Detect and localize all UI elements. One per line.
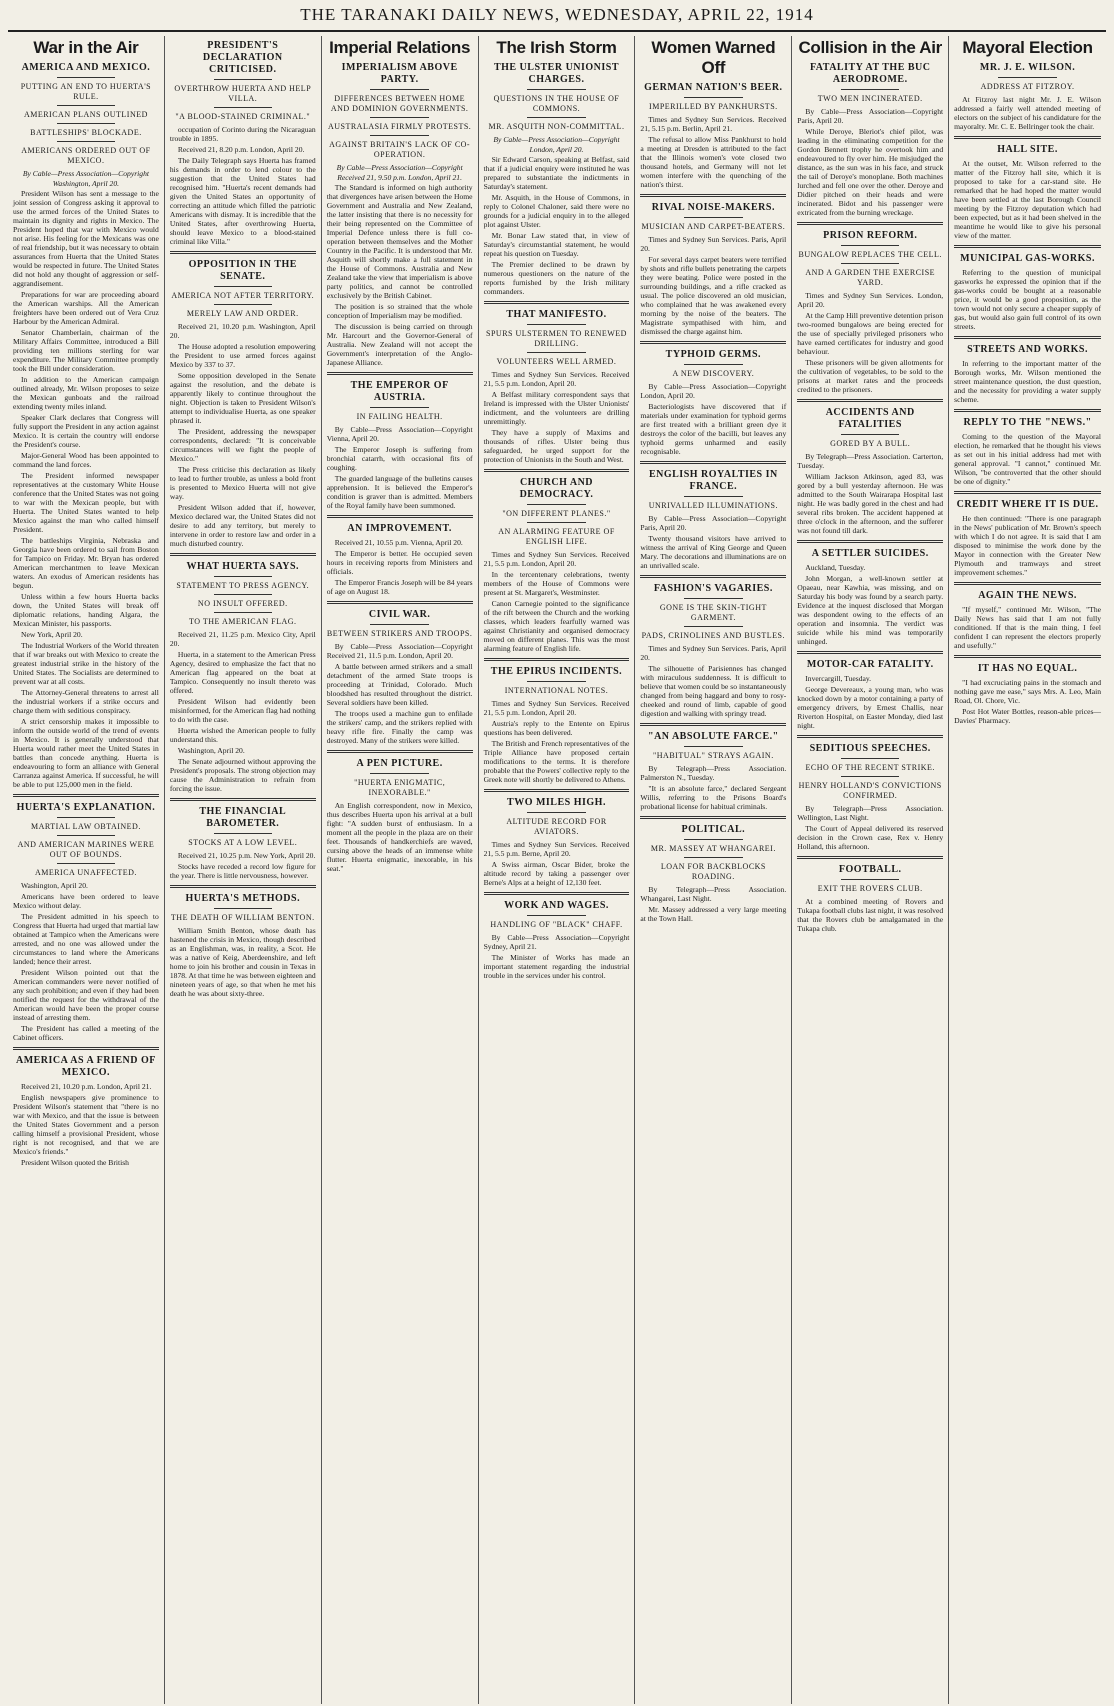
subheading-rule xyxy=(214,286,272,287)
headline: Women Warned Off xyxy=(651,38,776,77)
article-paragraph: Austria's reply to the Entente on Epirus questions has been delivered. xyxy=(483,719,630,737)
article-paragraph: Received 21, 10.55 p.m. Vienna, April 20. xyxy=(334,538,463,547)
subheading: AMERICA NOT AFTER TERRITORY. xyxy=(171,291,315,300)
subheading: TWO MILES HIGH. xyxy=(507,797,606,808)
article-paragraph: President Wilson had evidently been misinformed, for the American flag had nothing to do with the case. xyxy=(169,697,316,724)
article-paragraph: Times and Sydney Sun Services. Paris, April 20. xyxy=(640,644,787,662)
article-paragraph: Times and Sydney Sun Services. Received 21, 5.5 p.m. Berne, April 20. xyxy=(483,840,630,858)
section-divider xyxy=(797,399,943,402)
subheading: A PEN PICTURE. xyxy=(356,758,443,769)
section-divider xyxy=(484,301,630,304)
subheading: "AN ABSOLUTE FARCE." xyxy=(648,731,779,742)
subheading-rule xyxy=(527,915,585,916)
subheading-rule xyxy=(370,773,428,774)
subheading-rule xyxy=(684,746,742,747)
article-paragraph: President Wilson has sent a message to the joint session of Congress asking it approval to use the armed forces of the United States to maintain its dignity and rights in Mexico. The President hoped that war with Mexico would not arise. His feeling for the Mexicans was one of real friendship, but it was necessary to obtain assurances from Huerta that the United States would be respected in future. The United States did not hold any thought of aggression or self-aggrandisement. xyxy=(13,189,159,288)
article-paragraph: Sir Edward Carson, speaking at Belfast, said that if a judicial enquiry were instituted he was prepared to substantiate the indictments in Saturday's statement. xyxy=(483,155,630,191)
article-paragraph: Received 21, 10.20 p.m. Washington, April 20. xyxy=(169,322,316,340)
article-paragraph: By Cable—Press Association—Copyright Vienna, April 20. xyxy=(326,425,473,443)
article-paragraph: William Smith Benton, whose death has hastened the crisis in Mexico, though described as an Englishman, was, in reality, a Scot. He was a native of Keig, Aberdeenshire, and left home to join his brother and cousin in Texas in 1878. At that time he was between eighteen and nineteen years of age, so that when he met his death he was about sixty-three. xyxy=(169,926,316,998)
subheading-rule xyxy=(527,522,585,523)
subheading: MUNICIPAL GAS-WORKS. xyxy=(960,253,1095,264)
subheading-rule xyxy=(57,105,115,106)
article-paragraph: Americans have been ordered to leave Mexico without delay. xyxy=(13,892,159,910)
subheading: STREETS AND WORKS. xyxy=(967,344,1088,355)
article-paragraph: "If myself," continued Mr. Wilson, "The Daily News has said that I am not fully conditioned. If that is the main thing, I feel confident I can represent the electors properly and usefully." xyxy=(954,605,1101,650)
article-paragraph: For several days carpet beaters were terrified by shots and rifle bullets penetrating the carpets they were beating. Police were posted in the surrounding buildings, and a rifle cracked as usual. The police discovered an old musician, who complained that he was awakened every morning by the noise of the beaters. The Magistrate sympathised with him, and dismissed the charge against him. xyxy=(640,255,787,336)
article-paragraph: The silhouette of Parisiennes has changed with miraculous suddenness. It is difficult to believe that women could be so instantaneously changed from being haggard and bony to rosy-cheeked and round of limb, capable of good digestion and walking with springy tread. xyxy=(640,664,787,718)
section-divider xyxy=(797,222,943,225)
article-paragraph: Washington, April 20. xyxy=(21,881,88,890)
subheading: AMERICA AND MEXICO. xyxy=(21,62,151,73)
article-paragraph: Some opposition developed in the Senate against the resolution, and the debate is apparently likely to continue throughout the night. Objection is taken to President Wilson's attempt to individualise Huerta, as one speaker phrased it. xyxy=(169,371,316,425)
subheading: "ON DIFFERENT PLANES." xyxy=(502,509,611,518)
subheading: PUTTING AN END TO HUERTA'S RULE. xyxy=(20,82,152,101)
section-divider xyxy=(327,372,473,375)
section-divider xyxy=(327,750,473,753)
masthead xyxy=(8,0,1106,32)
subheading: THE EMPEROR OF AUSTRIA. xyxy=(350,380,449,403)
article-paragraph: The Emperor Joseph is suffering from bronchial catarrh, with occasional fits of coughing. xyxy=(326,445,473,472)
article-paragraph: By Cable—Press Association—Copyright Sydney, April 21. xyxy=(483,933,630,951)
subheading: EXIT THE ROVERS CLUB. xyxy=(817,884,923,893)
article-paragraph: At the Camp Hill preventive detention prison two-roomed bungalows are being erected for the use of specially privileged prisoners who have earned certificates for industry and good behaviour. xyxy=(797,311,944,356)
subheading: NO INSULT OFFERED. xyxy=(197,599,288,608)
subheading: GERMAN NATION'S BEER. xyxy=(644,82,783,93)
article-paragraph: "It is an absolute farce," declared Sergeant Willis, referring to the Prisons Board's probational license for habitual criminals. xyxy=(640,784,787,811)
article-paragraph: Washington, April 20. xyxy=(177,746,245,755)
article-paragraph: Mr. Asquith, in the House of Commons, in reply to Colonel Chaloner, said there were no grounds for a judicial enquiry in to the alleged plot against Ulster. xyxy=(483,193,630,229)
subheading-rule xyxy=(57,77,115,78)
section-divider xyxy=(640,461,786,464)
article-paragraph: The refusal to allow Miss Pankhurst to hold a meeting at Dresden is attributed to the fact that the Illinois women's vote closed two thousand hotels, and Germany will not let women interfere with the quenching of the nation's thirst. xyxy=(640,135,787,189)
subheading: WORK AND WAGES. xyxy=(504,900,609,911)
article-paragraph: Bacteriologists have discovered that if materials under examination for typhoid germs are first treated with a brilliant green dye it destroys the color of the bacilli, but leaves any typhoid germs unharmed and easily recognisable. xyxy=(640,402,787,456)
subheading: THE FINANCIAL BAROMETER. xyxy=(199,806,287,829)
subheading-rule xyxy=(214,576,272,577)
subheading: CIVIL WAR. xyxy=(368,609,431,620)
article-paragraph: Times and Sydney Sun Services. Received 21, 5.5 p.m. London, April 20. xyxy=(483,699,630,717)
subheading-rule xyxy=(684,496,742,497)
subheading-rule xyxy=(370,117,428,118)
credit-line: By Cable—Press Association—Copyright xyxy=(336,163,463,172)
subheading: THE ULSTER UNIONIST CHARGES. xyxy=(493,62,620,85)
headline: The Irish Storm xyxy=(496,38,617,57)
subheading: MARTIAL LAW OBTAINED. xyxy=(31,822,141,831)
subheading-rule xyxy=(841,89,899,90)
subheading-rule xyxy=(214,908,272,909)
subheading: HUERTA'S EXPLANATION. xyxy=(16,802,156,813)
article-paragraph: They have a supply of Maxims and thousands of rifles. Ulster being thus safeguarded, he urged support for the protection of Unionists in the South and West. xyxy=(483,428,630,464)
article-paragraph: At a combined meeting of Rovers and Tukapa football clubs last night, it was resolved that the Rovers club be amalgamated in the Tukapa club. xyxy=(797,897,944,933)
section-divider xyxy=(640,194,786,197)
subheading-rule xyxy=(527,504,585,505)
subheading: UNRIVALLED ILLUMINATIONS. xyxy=(648,501,778,510)
subheading: STOCKS AT A LOW LEVEL. xyxy=(188,838,298,847)
subheading-rule xyxy=(841,434,899,435)
subheading: GORED BY A BULL. xyxy=(830,439,911,448)
section-divider xyxy=(170,798,316,801)
article-paragraph: A Swiss airman, Oscar Bider, broke the altitude record by taking a passenger over Berne's Alps at a height of 12,130 feet. xyxy=(483,860,630,887)
article-paragraph: The battleships Virginia, Nebraska and Georgia have been ordered to sail from Boston for Tampico on Friday. Mr. Bryan has ordered American merchantmen to leave Mexican waters. An exodus of American residents has begun. xyxy=(13,536,159,590)
article-paragraph: William Jackson Atkinson, aged 83, was gored by a bull yesterday afternoon. He was admitted to the South Wairarapa Hospital last night. He was badly gored in the chest and had several ribs broken. The accident happened at three o'clock in the afternoon, and the sufferer was not found till dark. xyxy=(797,472,944,535)
subheading: "A BLOOD-STAINED CRIMINAL." xyxy=(175,112,311,121)
dateline: Washington, April 20. xyxy=(52,179,120,188)
section-divider xyxy=(640,341,786,344)
subheading: MERELY LAW AND ORDER. xyxy=(186,309,299,318)
article-paragraph: By Telegraph—Press Association. Palmerston N., Tuesday. xyxy=(640,764,787,782)
article-paragraph: While Deroye, Bleriot's chief pilot, was leading in the eliminating competition for the Gordon Bennett trophy he overtook him and endeavoured to fly over him. He misjudged the distance, as the sun was in his face, and struck the tail of Deroye's monoplane. Both machines lurched and fell one over the other. Deroye and Didier pitched on their heads and were incinerated. Bidot and his passenger were extricated from the burning wreckage. xyxy=(797,127,944,217)
dateline: London, April 20. xyxy=(529,145,584,154)
subheading: LOAN FOR BACKBLOCKS ROADING. xyxy=(660,862,766,881)
headline: Mayoral Election xyxy=(962,38,1093,57)
article-paragraph: At the outset, Mr. Wilson referred to the matter of the Fitzroy hall site, which it is proposed to take for a car-stand site. He remarked that he had hoped the matter would have been settled at the last Borough Council meeting by the Fitzroy deputation which had been expected, but as it had been shelved in the meantime he would like to give his personal view of the matter. xyxy=(954,159,1101,240)
article-paragraph: English newspapers give prominence to President Wilson's statement that "there is no war with Mexico, and that the issue is between the United States Government and a person calling himself a provisional President, whose right is not recognised, and that we are Mexico's friends." xyxy=(13,1093,159,1156)
subheading-rule xyxy=(684,364,742,365)
article-paragraph: "I had excruciating pains in the stomach and nothing gave me ease," says Mrs. A. Leo, Main Road, Ol. Chore, Vic. xyxy=(954,678,1101,705)
article-paragraph: Senator Chamberlain, chairman of the Military Affairs Committee, introduced a Bill providing ten millions sterling for war expenditure. The Military Committee promptly took the Bill under consideration. xyxy=(13,328,159,373)
section-divider xyxy=(170,553,316,556)
section-divider xyxy=(640,575,786,578)
credit-line: By Cable—Press Association—Copyright xyxy=(22,169,149,178)
subheading: MOTOR-CAR FATALITY. xyxy=(806,659,934,670)
article-paragraph: The Daily Telegraph says Huerta has framed his demands in order to lend colour to the suggestion that the United States had recognised him. "Huerta's recent demands had given the United States an opportunity of correcting an attitude which filled the patriotic Americans with dismay. It is incredible that the United States, after overthrowing Huerta, should leave Mexico to a blood-stained criminal like Villa." xyxy=(169,156,316,246)
columns xyxy=(8,36,1106,1704)
subheading: PADS, CRINOLINES AND BUSTLES. xyxy=(641,631,786,640)
subheading: AGAIN THE NEWS. xyxy=(978,590,1077,601)
subheading-rule xyxy=(684,839,742,840)
subheading: PRESIDENT'S DECLARATION CRITICISED. xyxy=(202,40,283,75)
article-paragraph: Major-General Wood has been appointed to command the land forces. xyxy=(13,451,159,469)
article-paragraph: The guarded language of the bulletins causes apprehension. It is believed the Emperor's condition is graver than is admitted. Members of the Royal family have been summoned. xyxy=(326,474,473,510)
article-paragraph: By Cable—Press Association—Copyright Paris, April 20. xyxy=(797,107,944,125)
subheading-rule xyxy=(57,123,115,124)
subheading: AMERICA AS A FRIEND OF MEXICO. xyxy=(15,1055,156,1078)
subheading: DIFFERENCES BETWEEN HOME AND DOMINION GOVERNMENTS. xyxy=(330,94,469,113)
article-paragraph: The Premier declined to be drawn by numerous questioners on the nature of the reports furnished by the Irish military commanders. xyxy=(483,260,630,296)
subheading: AND A GARDEN THE EXERCISE YARD. xyxy=(805,268,936,287)
subheading-rule xyxy=(370,407,428,408)
subheading-rule xyxy=(57,835,115,836)
section-divider xyxy=(484,892,630,895)
subheading: SPURS ULSTERMEN TO RENEWED DRILLING. xyxy=(486,329,627,348)
section-divider xyxy=(954,655,1101,658)
subheading-rule xyxy=(57,863,115,864)
subheading-rule xyxy=(841,245,899,246)
article-paragraph: President Wilson pointed out that the American commanders were never notified of any such prohibition; and even if they had been notified the request for the withdrawal of the American would have been the proper course instead of arresting them. xyxy=(13,968,159,1022)
subheading-rule xyxy=(684,626,742,627)
article-paragraph: The Emperor Francis Joseph will be 84 years of age on August 18. xyxy=(326,578,473,596)
article-paragraph: The President, addressing the newspaper correspondents, declared: "It is conceivable circumstances will we fight the people of Mexico." xyxy=(169,427,316,463)
article-paragraph: The position is so strained that the whole conception of Imperialism may be modified. xyxy=(326,302,473,320)
subheading: AND AMERICAN MARINES WERE OUT OF BOUNDS. xyxy=(17,840,155,859)
subheading-rule xyxy=(214,594,272,595)
article-paragraph: Speaker Clark declares that Congress will fully support the President in any action against Mexico. It is certain the country will endorse the President's course. xyxy=(13,413,159,449)
article-paragraph: A Belfast military correspondent says that Ireland is impressed with the Ulster Unionists' indictment, and the volunteers are drilling unremittingly. xyxy=(483,390,630,426)
article-paragraph: The House adopted a resolution empowering the President to use armed forces against Mexico by 337 to 37. xyxy=(169,342,316,369)
subheading-rule xyxy=(684,217,742,218)
section-divider xyxy=(484,469,630,472)
subheading: IMPERILLED BY PANKHURSTS. xyxy=(649,102,778,111)
subheading: MR. ASQUITH NON-COMMITTAL. xyxy=(488,122,625,131)
subheading-rule xyxy=(841,758,899,759)
column-3 xyxy=(322,36,479,1704)
subheading-rule xyxy=(214,833,272,834)
article-paragraph: Canon Carnegie pointed to the significance of the rift between the Church and the working classes, which leaders fearfully warned was against Christianity and organised democracy moved on different planes. This was the most alarming feature of English life. xyxy=(483,599,630,653)
subheading-rule xyxy=(527,117,585,118)
article-paragraph: The President has called a meeting of the Cabinet officers. xyxy=(13,1024,159,1042)
subheading: TYPHOID GERMS. xyxy=(665,349,762,360)
subheading: TWO MEN INCINERATED. xyxy=(817,94,923,103)
subheading: MUSICIAN AND CARPET-BEATERS. xyxy=(641,222,786,231)
subheading: STATEMENT TO PRESS AGENCY. xyxy=(176,581,310,590)
credit-line: By Cable—Press Association—Copyright xyxy=(493,135,620,144)
article-paragraph: Preparations for war are proceeding aboard the American warships. All the American freighters have been ordered out of Vera Cruz Harbour by the American Admiral. xyxy=(13,290,159,326)
article-paragraph: By Cable—Press Association—Copyright Paris, April 20. xyxy=(640,514,787,532)
article-paragraph: Times and Sydney Sun Services. Received 21, 5.5 p.m. London, April 20. xyxy=(483,550,630,568)
article-paragraph: Coming to the question of the Mayoral election, he remarked that he thought his views as set out in his initial address had met with general approval. "I cannot," continued Mr. Wilson, "be controverted that the other should be one of dignity." xyxy=(954,432,1101,486)
section-divider xyxy=(327,515,473,518)
subheading-rule xyxy=(214,612,272,613)
subheading: REPLY TO THE "NEWS." xyxy=(963,417,1092,428)
article-paragraph: The Emperor is better. He occupied seven hours in receiving reports from Ministers and officials. xyxy=(326,549,473,576)
subheading-rule xyxy=(684,97,742,98)
article-paragraph: President Wilson quoted the British xyxy=(21,1158,129,1167)
subheading-rule xyxy=(57,141,115,142)
column-1 xyxy=(8,36,165,1704)
section-divider xyxy=(797,651,943,654)
article-paragraph: Invercargill, Tuesday. xyxy=(805,674,872,683)
headline: Collision in the Air xyxy=(798,38,942,57)
article-paragraph: The Attorney-General threatens to arrest all the industrial workers if a strike occurs and charge them with seditious conspiracy. xyxy=(13,688,159,715)
article-paragraph: Huerta, in a statement to the American Press Agency, desired to emphasize the fact that no American flag appeared on the boat at Tampico. Consequently no insult thereto was offered. xyxy=(169,650,316,695)
article-paragraph: In referring to the important matter of the Borough works, Mr. Wilson mentioned the street maintenance question, the dust question, and the necessity for providing a water supply scheme. xyxy=(954,359,1101,404)
section-divider xyxy=(954,245,1101,248)
article-paragraph: Mr. Massey addressed a very large meeting at the Town Hall. xyxy=(640,905,787,923)
section-divider xyxy=(170,885,316,888)
subheading: AN IMPROVEMENT. xyxy=(347,523,452,534)
subheading-rule xyxy=(527,89,585,90)
article-paragraph: By Cable—Press Association—Copyright London, April 20. xyxy=(640,382,787,400)
article-paragraph: Received 21, 10.20 p.m. London, April 21. xyxy=(21,1082,152,1091)
article-paragraph: By Telegraph—Press Association. Whangarei, Last Night. xyxy=(640,885,787,903)
article-paragraph: Times and Sydney Sun Services. Received 21, 5.5 p.m. London, April 20. xyxy=(483,370,630,388)
subheading: POLITICAL. xyxy=(681,824,746,835)
headline: Imperial Relations xyxy=(329,38,471,57)
subheading: IN FAILING HEALTH. xyxy=(356,412,443,421)
subheading: HANDLING OF "BLACK" CHAFF. xyxy=(490,920,623,929)
subheading-rule xyxy=(370,135,428,136)
subheading: CHURCH AND DEMOCRACY. xyxy=(519,477,594,500)
article-paragraph: The President admitted in his speech to Congress that Huerta had urged that martial law obtained at Tampico when the Americans were arrested, and no one was allowed under the circumstances to land where the Americans landed; hence their arrest. xyxy=(13,912,159,966)
subheading: A NEW DISCOVERY. xyxy=(672,369,755,378)
subheading-rule xyxy=(527,324,585,325)
article-paragraph: Unless within a few hours Huerta backs down, the United States will break off diplomatic relations, handing Algara, the Mexican Minister, his passports. xyxy=(13,592,159,628)
article-paragraph: George Devereaux, a young man, who was knocked down by a motor containing a party of emergency drivers, by Ernest Challis, near Riverton Hospital, on Easter Monday, died last night. xyxy=(797,685,944,730)
section-divider xyxy=(954,136,1101,139)
subheading: THE DEATH OF WILLIAM BENTON. xyxy=(170,913,315,922)
column-7 xyxy=(949,36,1106,1704)
subheading: IMPERIALISM ABOVE PARTY. xyxy=(341,62,458,85)
article-paragraph: Times and Sydney Sun Services. Received 21, 5.15 p.m. Berlin, April 21. xyxy=(640,115,787,133)
subheading-rule xyxy=(370,624,428,625)
article-paragraph: An English correspondent, now in Mexico, thus describes Huerta upon his arrival at a bull fight: "A sudden burst of enthusiasm. In a moment all the people in the plaza are on their feet. Thousands of handkerchiefs are waved, cursing above the heads of an immense white flutter. Huerta enigmatic, inexorable, in his seat." xyxy=(326,801,473,873)
article-paragraph: Received 21, 11.25 p.m. Mexico City, April 20. xyxy=(169,630,316,648)
article-paragraph: The Press criticise this declaration as likely to lead to further trouble, as unless a bold front is presented to Mexico Huerta will not give way. xyxy=(169,465,316,501)
subheading: BATTLESHIPS' BLOCKADE. xyxy=(30,128,142,137)
column-6 xyxy=(792,36,949,1704)
column-5 xyxy=(635,36,792,1704)
section-divider xyxy=(954,409,1101,412)
subheading: MR. MASSEY AT WHANGAREI. xyxy=(650,844,776,853)
section-divider xyxy=(327,601,473,604)
subheading-rule xyxy=(841,263,899,264)
article-paragraph: The Senate adjourned without approving the President's proposals. The strong objection may cause the Administration to refrain from forcing the issue. xyxy=(169,757,316,793)
article-paragraph: These prisoners will be given allotments for the cultivation of vegetables, to be sold to the prisons at market rates and the proceeds credited to the prisoners. xyxy=(797,358,944,394)
subheading: HENRY HOLLAND'S CONVICTIONS CONFIRMED. xyxy=(798,781,942,800)
subheading: MR. J. E. WILSON. xyxy=(979,62,1076,73)
subheading: ADDRESS AT FITZROY. xyxy=(980,82,1075,91)
section-divider xyxy=(797,735,943,738)
subheading: ENGLISH ROYALTIES IN FRANCE. xyxy=(648,469,778,492)
article-paragraph: A strict censorship makes it impossible to inform the outside world of the trend of events in Mexico. It is generally understood that Huerta would rather meet the United States in battles than concede anything. Huerta is endeavouring to form an alliance with General Carranza against America. If successful, he will be able to put 125,000 men in the field. xyxy=(13,717,159,789)
subheading: QUESTIONS IN THE HOUSE OF COMMONS. xyxy=(493,94,620,113)
article-paragraph: The discussion is being carried on through Mr. Harcourt and the Governor-General of Australia. New Zealand will not accept the Government's interpretation of the Anglo-Japanese Alliance. xyxy=(326,322,473,367)
subheading: BUNGALOW REPLACES THE CELL. xyxy=(798,250,942,259)
article-paragraph: The Standard is informed on high authority that divergences have arisen between the Home Government and Australia and New Zealand, the latter insisting that there is no necessity for their being represented on the Committee of Imperial Defence unless there is full co-operation between themselves and the Mother Country in the Pacific. It is understood that Mr. Asquith will shortly make a full statement in the House of Commons. Australia and New Zealand take the view that imperialism is above party politics, and cannot be controlled exclusively by the British Cabinet. xyxy=(326,183,473,300)
article-paragraph: The Court of Appeal delivered its reserved decision in the Crown case, Rex v. Henry Holland, this afternoon. xyxy=(797,824,944,851)
subheading: AMERICANS ORDERED OUT OF MEXICO. xyxy=(21,146,151,165)
subheading: THAT MANIFESTO. xyxy=(506,309,607,320)
subheading: THE EPIRUS INCIDENTS. xyxy=(490,666,623,677)
article-paragraph: By Telegraph—Press Association. Carterton, Tuesday. xyxy=(797,452,944,470)
article-paragraph: Times and Sydney Sun Services. London, April 20. xyxy=(797,291,944,309)
article-paragraph: By Cable—Press Association—Copyright Received 21, 11.5 p.m. London, April 20. xyxy=(326,642,473,660)
subheading: WHAT HUERTA SAYS. xyxy=(186,561,300,572)
subheading: VOLUNTEERS WELL ARMED. xyxy=(496,357,617,366)
subheading: OPPOSITION IN THE SENATE. xyxy=(188,259,297,282)
subheading: HALL SITE. xyxy=(997,144,1058,155)
article-paragraph: Referring to the question of municipal gasworks he expressed the opinion that if the gas-works could be bought at a reasonable price, it would be a good proposition, as the town would not only secure a cheaper supply of gas, but would also gain full control of its own streets. xyxy=(954,268,1101,331)
subheading-rule xyxy=(370,89,428,90)
subheading: AMERICA UNAFFECTED. xyxy=(34,868,137,877)
masthead-title: THE TARANAKI DAILY NEWS, WEDNESDAY, APRIL 22, 1914 xyxy=(300,5,814,24)
subheading: IT HAS NO EQUAL. xyxy=(977,663,1078,674)
subheading: ACCIDENTS AND FATALITIES xyxy=(825,407,915,430)
article-paragraph: By Telegraph—Press Association. Wellington, Last Night. xyxy=(797,804,944,822)
article-paragraph: The British and French representatives of the Triple Alliance have proposed certain modifications to the terms. It is therefore probable that the Powers' collective reply to the Greek note will shortly be delivered to Athens. xyxy=(483,739,630,784)
subheading-rule xyxy=(841,776,899,777)
subheading: TO THE AMERICAN FLAG. xyxy=(189,617,297,626)
subheading-rule xyxy=(527,812,585,813)
dateline: Received 21, 9.50 p.m. London, April 21. xyxy=(337,173,462,182)
section-divider xyxy=(484,789,630,792)
subheading: OVERTHROW HUERTA AND HELP VILLA. xyxy=(174,84,312,103)
section-divider xyxy=(13,794,159,797)
subheading: RIVAL NOISE-MAKERS. xyxy=(651,202,775,213)
section-divider xyxy=(797,856,943,859)
article-paragraph: The Minister of Works has made an important statement regarding the industrial trouble in the services under his control. xyxy=(483,953,630,980)
article-paragraph: In the tercentenary celebrations, twenty members of the House of Commons were present at St. Margaret's, Westminster. xyxy=(483,570,630,597)
article-paragraph: A battle between armed strikers and a small detachment of the armed State troops is proceeding at Trinidad, Colorado. Much bloodshed has resulted throughout the district. Several soldiers have been killed. xyxy=(326,662,473,707)
subheading: "HUERTA ENIGMATIC, INEXORABLE." xyxy=(354,778,446,797)
article-paragraph: Post Hot Water Bottles, reason-able prices—Davies' Pharmacy. xyxy=(954,707,1101,725)
column-4 xyxy=(479,36,636,1704)
subheading-rule xyxy=(684,857,742,858)
subheading: AUSTRALASIA FIRMLY PROTESTS. xyxy=(327,122,472,131)
subheading-rule xyxy=(214,304,272,305)
subheading-rule xyxy=(998,77,1057,78)
article-paragraph: Received 21, 8.20 p.m. London, April 20. xyxy=(177,145,305,154)
subheading-rule xyxy=(214,107,272,108)
subheading-rule xyxy=(684,598,742,599)
article-paragraph: At Fitzroy last night Mr. J. E. Wilson addressed a fairly well attended meeting of electors on the subject of his candidature for the mayoralty. Mr. C. E. Bellringer took the chair. xyxy=(954,95,1101,131)
subheading: AN ALARMING FEATURE OF ENGLISH LIFE. xyxy=(498,527,615,546)
section-divider xyxy=(954,491,1101,494)
section-divider xyxy=(640,816,786,819)
subheading: A SETTLER SUICIDES. xyxy=(811,548,929,559)
section-divider xyxy=(640,723,786,726)
article-paragraph: Auckland, Tuesday. xyxy=(805,563,866,572)
section-divider xyxy=(13,1047,159,1050)
headline: War in the Air xyxy=(33,38,139,57)
article-paragraph: New York, April 20. xyxy=(21,630,83,639)
article-paragraph: Mr. Bonar Law stated that, in view of Saturday's circumstantial statement, he would repeat his question on Tuesday. xyxy=(483,231,630,258)
article-paragraph: The Industrial Workers of the World threaten that if war breaks out with Mexico to create the greatest industrial strike in the history of the United States. The Socialists are determined to prevent war at all costs. xyxy=(13,641,159,686)
article-paragraph: The troops used a machine gun to enfilade the strikers' camp, and the strikers replied with heavy rifle fire. Finally the camp was destroyed. Many of the strikers were killed. xyxy=(326,709,473,745)
subheading: FATALITY AT THE BUC AERODROME. xyxy=(809,62,931,85)
subheading: PRISON REFORM. xyxy=(823,230,918,241)
article-paragraph: John Morgan, a well-known settler at Opaeau, near Kawhia, was missing, and on Saturday his body was found by a search party. Evidence at the inquest disclosed that Morgan was despondent owing to the effects of an operation and insomnia. The verdict was suicide while his mind was temporarily unhinged. xyxy=(797,574,944,646)
section-divider xyxy=(954,336,1101,339)
subheading-rule xyxy=(527,681,585,682)
subheading-rule xyxy=(841,879,899,880)
column-2 xyxy=(165,36,322,1704)
article-paragraph: The President informed newspaper representatives at the customary White House conference that the United States was not going to war with the Mexican people, but with Huerta. The United States wanted to help Mexico against the man who called himself President. xyxy=(13,471,159,534)
subheading: HUERTA'S METHODS. xyxy=(185,893,301,904)
subheading: CREDIT WHERE IT IS DUE. xyxy=(956,499,1099,510)
subheading: AMERICAN PLANS OUTLINED xyxy=(23,110,148,119)
subheading: AGAINST BRITAIN'S LACK OF CO-OPERATION. xyxy=(329,140,471,159)
subheading-rule xyxy=(214,79,272,80)
article-paragraph: He then continued: "There is one paragraph in the News' publication of Mr. Brown's speech with which I do not agree. It is said that I am disposed to minimise the work done by the Mayor in connection with the Greater New Plymouth and tramways and street improvement schemes." xyxy=(954,514,1101,577)
subheading: FOOTBALL. xyxy=(838,864,902,875)
subheading-rule xyxy=(527,352,585,353)
subheading: GONE IS THE SKIN-TIGHT GARMENT. xyxy=(659,603,767,622)
subheading: "HABITUAL" STRAYS AGAIN. xyxy=(653,751,774,760)
subheading: INTERNATIONAL NOTES. xyxy=(504,686,609,695)
article-paragraph: occupation of Corinto during the Nicaraguan trouble in 1895. xyxy=(169,125,316,143)
section-divider xyxy=(170,251,316,254)
subheading: ALTITUDE RECORD FOR AVIATORS. xyxy=(506,817,607,836)
article-paragraph: President Wilson added that if, however, Mexico declared war, the United States did not desire to add any territory, but merely to intervene in order to restore law and order in a much disturbed country. xyxy=(169,503,316,548)
subheading: ECHO OF THE RECENT STRIKE. xyxy=(805,763,935,772)
article-paragraph: Times and Sydney Sun Services. Paris, April 20. xyxy=(640,235,787,253)
subheading: SEDITIOUS SPEECHES. xyxy=(809,743,931,754)
article-paragraph: Huerta wished the American people to fully understand this. xyxy=(169,726,316,744)
subheading-rule xyxy=(57,817,115,818)
article-paragraph: In addition to the American campaign outlined already, Mr. Wilson proposes to seize the Mexican gunboats and the railroad extending twenty miles inland. xyxy=(13,375,159,411)
subheading: FASHION'S VAGARIES. xyxy=(653,583,773,594)
article-paragraph: Received 21, 10.25 p.m. New York, April 20. xyxy=(177,851,316,860)
subheading: BETWEEN STRIKERS AND TROOPS. xyxy=(326,629,473,638)
section-divider xyxy=(954,582,1101,585)
article-paragraph: Stocks have receded a record low figure for the year. There is little nervousness, however. xyxy=(169,862,316,880)
section-divider xyxy=(484,658,630,661)
section-divider xyxy=(797,540,943,543)
article-paragraph: Twenty thousand visitors have arrived to witness the arrival of King George and Queen Mary. The decorations and illuminations are on an unrivalled scale. xyxy=(640,534,787,570)
